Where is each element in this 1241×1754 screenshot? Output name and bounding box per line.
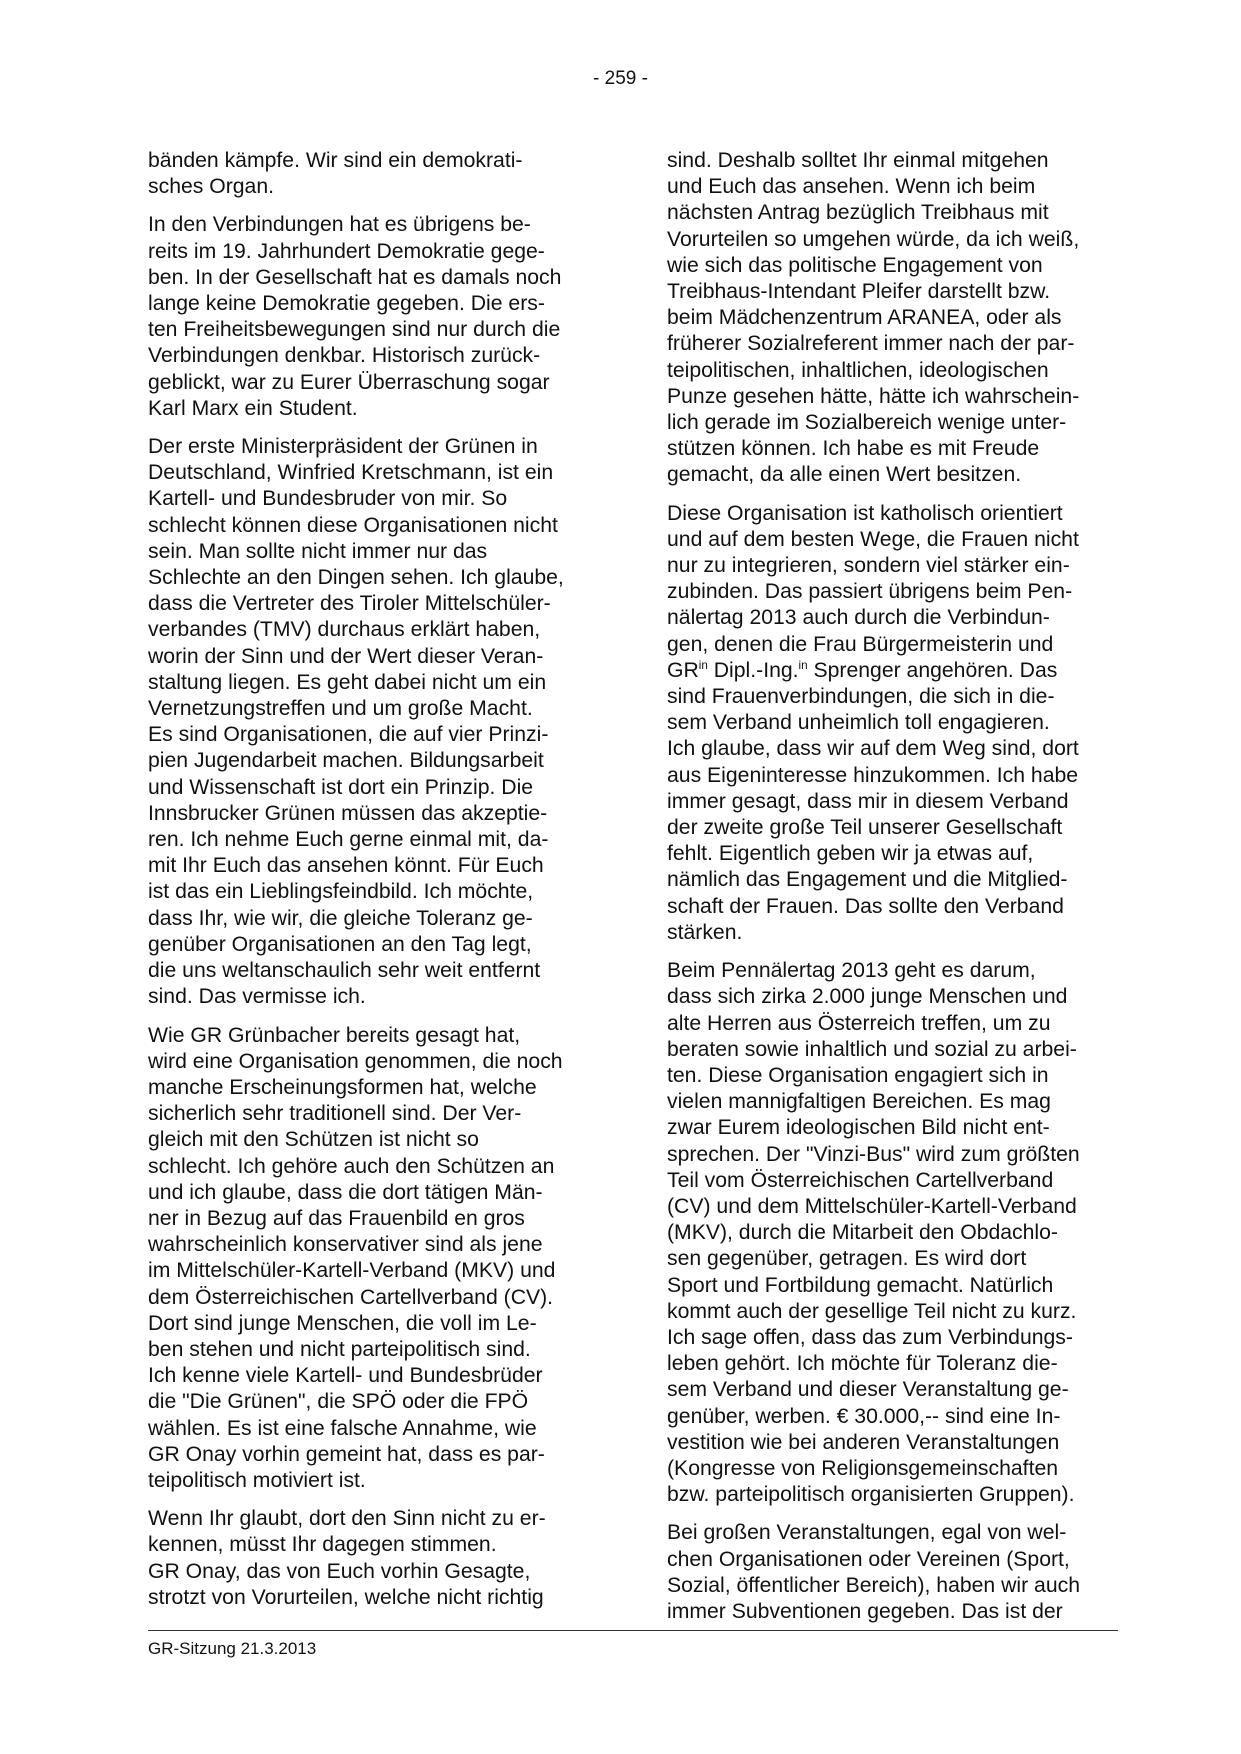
paragraph: Der erste Ministerpräsident der Grünen in Deutschland, Winfried Kretschmann, ist ein Kartell- und Bundesbruder von mir. So schlecht können diese Organisationen nicht sein. Man sollte nicht immer nur das Schlechte an den Dingen sehen. Ich glaube, dass die Vertreter des Tiroler Mittelschüler- verbandes (TMV) durchaus erklärt haben, worin der Sinn und der Wert dieser Veran- staltung liegen. Es geht dabei nicht um ein Vernetzungstreffen und um große Macht. Es sind Organisationen, die auf vier Prinzi- pien Jugendarbeit machen. Bildungsarbeit und Wissenschaft ist dort ein Prinzip. Die Innsbrucker Grünen müssen das akzeptie- ren. Ich nehme Euch gerne einmal mit, da- mit Ihr Euch das ansehen könnt. Für Euch ist das ein Lieblingsfeindbild. Ich möchte, dass Ihr, wie wir, die gleiche Toleranz ge- genüber Organisationen an den Tag legt, die uns weltanschaulich sehr weit entfernt sind. Das vermisse ich. <box>148 435 564 1009</box>
dipl-title: Dipl.-Ing. <box>713 658 799 682</box>
paragraph: Wie GR Grünbacher bereits gesagt hat, wird eine Organisation genommen, die noch manche Erscheinungsformen hat, welche sicherlich sehr traditionell sind. Der Ver- gleich mit den Schützen ist nicht so schlecht. Ich gehöre auch den Schützen an und ich glaube, dass die dort tätigen Män- ner in Bezug auf das Frauenbild en gros wahrscheinlich konservativer sind als jene im Mittelschüler-Kartell-Verband (MKV) und dem Österreichischen Cartellverband (CV). Dort sind junge Menschen, die voll im Le- ben stehen und nicht parteipolitisch sind. Ich kenne viele Kartell- und Bundesbrüder die "Die Grünen", die SPÖ oder die FPÖ wählen. Es ist eine falsche Annahme, wie GR Onay vorhin gemeint hat, dass es par- teipolitisch motiviert ist. <box>148 1023 563 1492</box>
paragraph: In den Verbindungen hat es übrigens be- reits im 19. Jahrhundert Demokratie gege- ben. In der Gesellschaft hat es damals noch lange keine Demokratie gegeben. Die ers- ten Freiheitsbewegungen sind nur durch die Verbindungen denkbar. Historisch zurück- geblickt, war zu Eurer Überraschung sogar Karl Marx ein Student. <box>148 213 562 420</box>
paragraph: bänden kämpfe. Wir sind ein demokrati- sches Organ. <box>148 149 523 199</box>
paragraph: sind. Deshalb solltet Ihr einmal mitgehen und Euch das ansehen. Wenn ich beim nächsten Antrag bezüglich Treibhaus mit Vorurteilen so umgehen würde, da ich weiß, wie sich das politische Engagement von Treibhaus-Intendant Pleifer darstellt bzw. beim Mädchenzentrum ARANEA, oder als früherer Sozialreferent immer nach der par- teipolitischen, inhaltlichen, ideologischen Punze gesehen hätte, hätte ich wahrschein- lich gerade im Sozialbereich wenige unter- stützen können. Ich habe es mit Freude gemacht, da alle einen Wert besitzen. <box>667 149 1080 487</box>
footer-session-label: GR-Sitzung 21.3.2013 <box>148 1639 317 1658</box>
paragraph: Diese Organisation ist katholisch orientiert und auf dem besten Wege, die Frauen nicht nur zu integrieren, sondern viel stärker ein- zubinden. Das passiert übrigens beim Pen- nälertag 2013 auch durch die Verbindun- gen, denen die Frau Bürgermeisterin und $GR^{in}$ Dipl.-Ing.$^{in}$ Sprenger angehören. Das sind Frauenverbindungen, die sich in die- sem Verband unheimlich toll engagieren. Ich glaube, dass wir auf dem Weg sind, dort aus Eigeninteresse hinzukommen. Ich habe immer gesagt, dass mir in diesem Verband der zweite große Teil unserer Gesellschaft fehlt. Eigentlich geben wir ja etwas auf, nämlich das Engagement und die Mitglied- schaft der Frauen. Das sollte den Verband stärken. <box>667 501 1079 944</box>
paragraph: Bei großen Veranstaltungen, egal von wel- chen Organisationen oder Vereinen (Sport, Sozial, öffentlicher Bereich), haben wir auch immer Subventionen gegeben. Das ist der <box>667 1521 1080 1623</box>
paragraph: Beim Pennälertag 2013 geht es darum, dass sich zirka 2.000 junge Menschen und alte Herren aus Österreich treffen, um zu beraten sowie inhaltlich und sozial zu arbei- ten. Diese Organisation engagiert sich in vielen mannigfaltigen Bereichen. Es mag zwar Eurem ideologischen Bild nicht ent- sprechen. Der "Vinzi-Bus" wird zum größten Teil vom Österreichischen Cartellverband (CV) und dem Mittelschüler-Kartell-Verband (MKV), durch die Mitarbeit den Obdachlo- sen gegenüber, getragen. Es wird dort Sport und Fortbildung gemacht. Natürlich kommt auch der gesellige Teil nicht zu kurz. Ich sage offen, dass das zum Verbindungs- leben gehört. Ich möchte für Toleranz die- sem Verband und dieser Veranstaltung ge- genüber, werben. € 30.000,-- sind eine In- vestition wie bei anderen Veranstaltungen (Kongresse von Religionsgemeinschaften bzw. parteipolitisch organisierten Gruppen). <box>667 959 1080 1507</box>
gr-title: GR <box>667 658 699 682</box>
page-number: - 259 - <box>593 68 648 89</box>
footer-divider <box>148 1630 1118 1631</box>
right-column <box>667 148 1112 1637</box>
paragraph: Wenn Ihr glaubt, dort den Sinn nicht zu er- kennen, müsst Ihr dagegen stimmen. GR Onay, das von Euch vorhin Gesagte, strotzt von Vorurteilen, welche nicht richtig <box>148 1507 546 1609</box>
left-column <box>148 148 593 1623</box>
